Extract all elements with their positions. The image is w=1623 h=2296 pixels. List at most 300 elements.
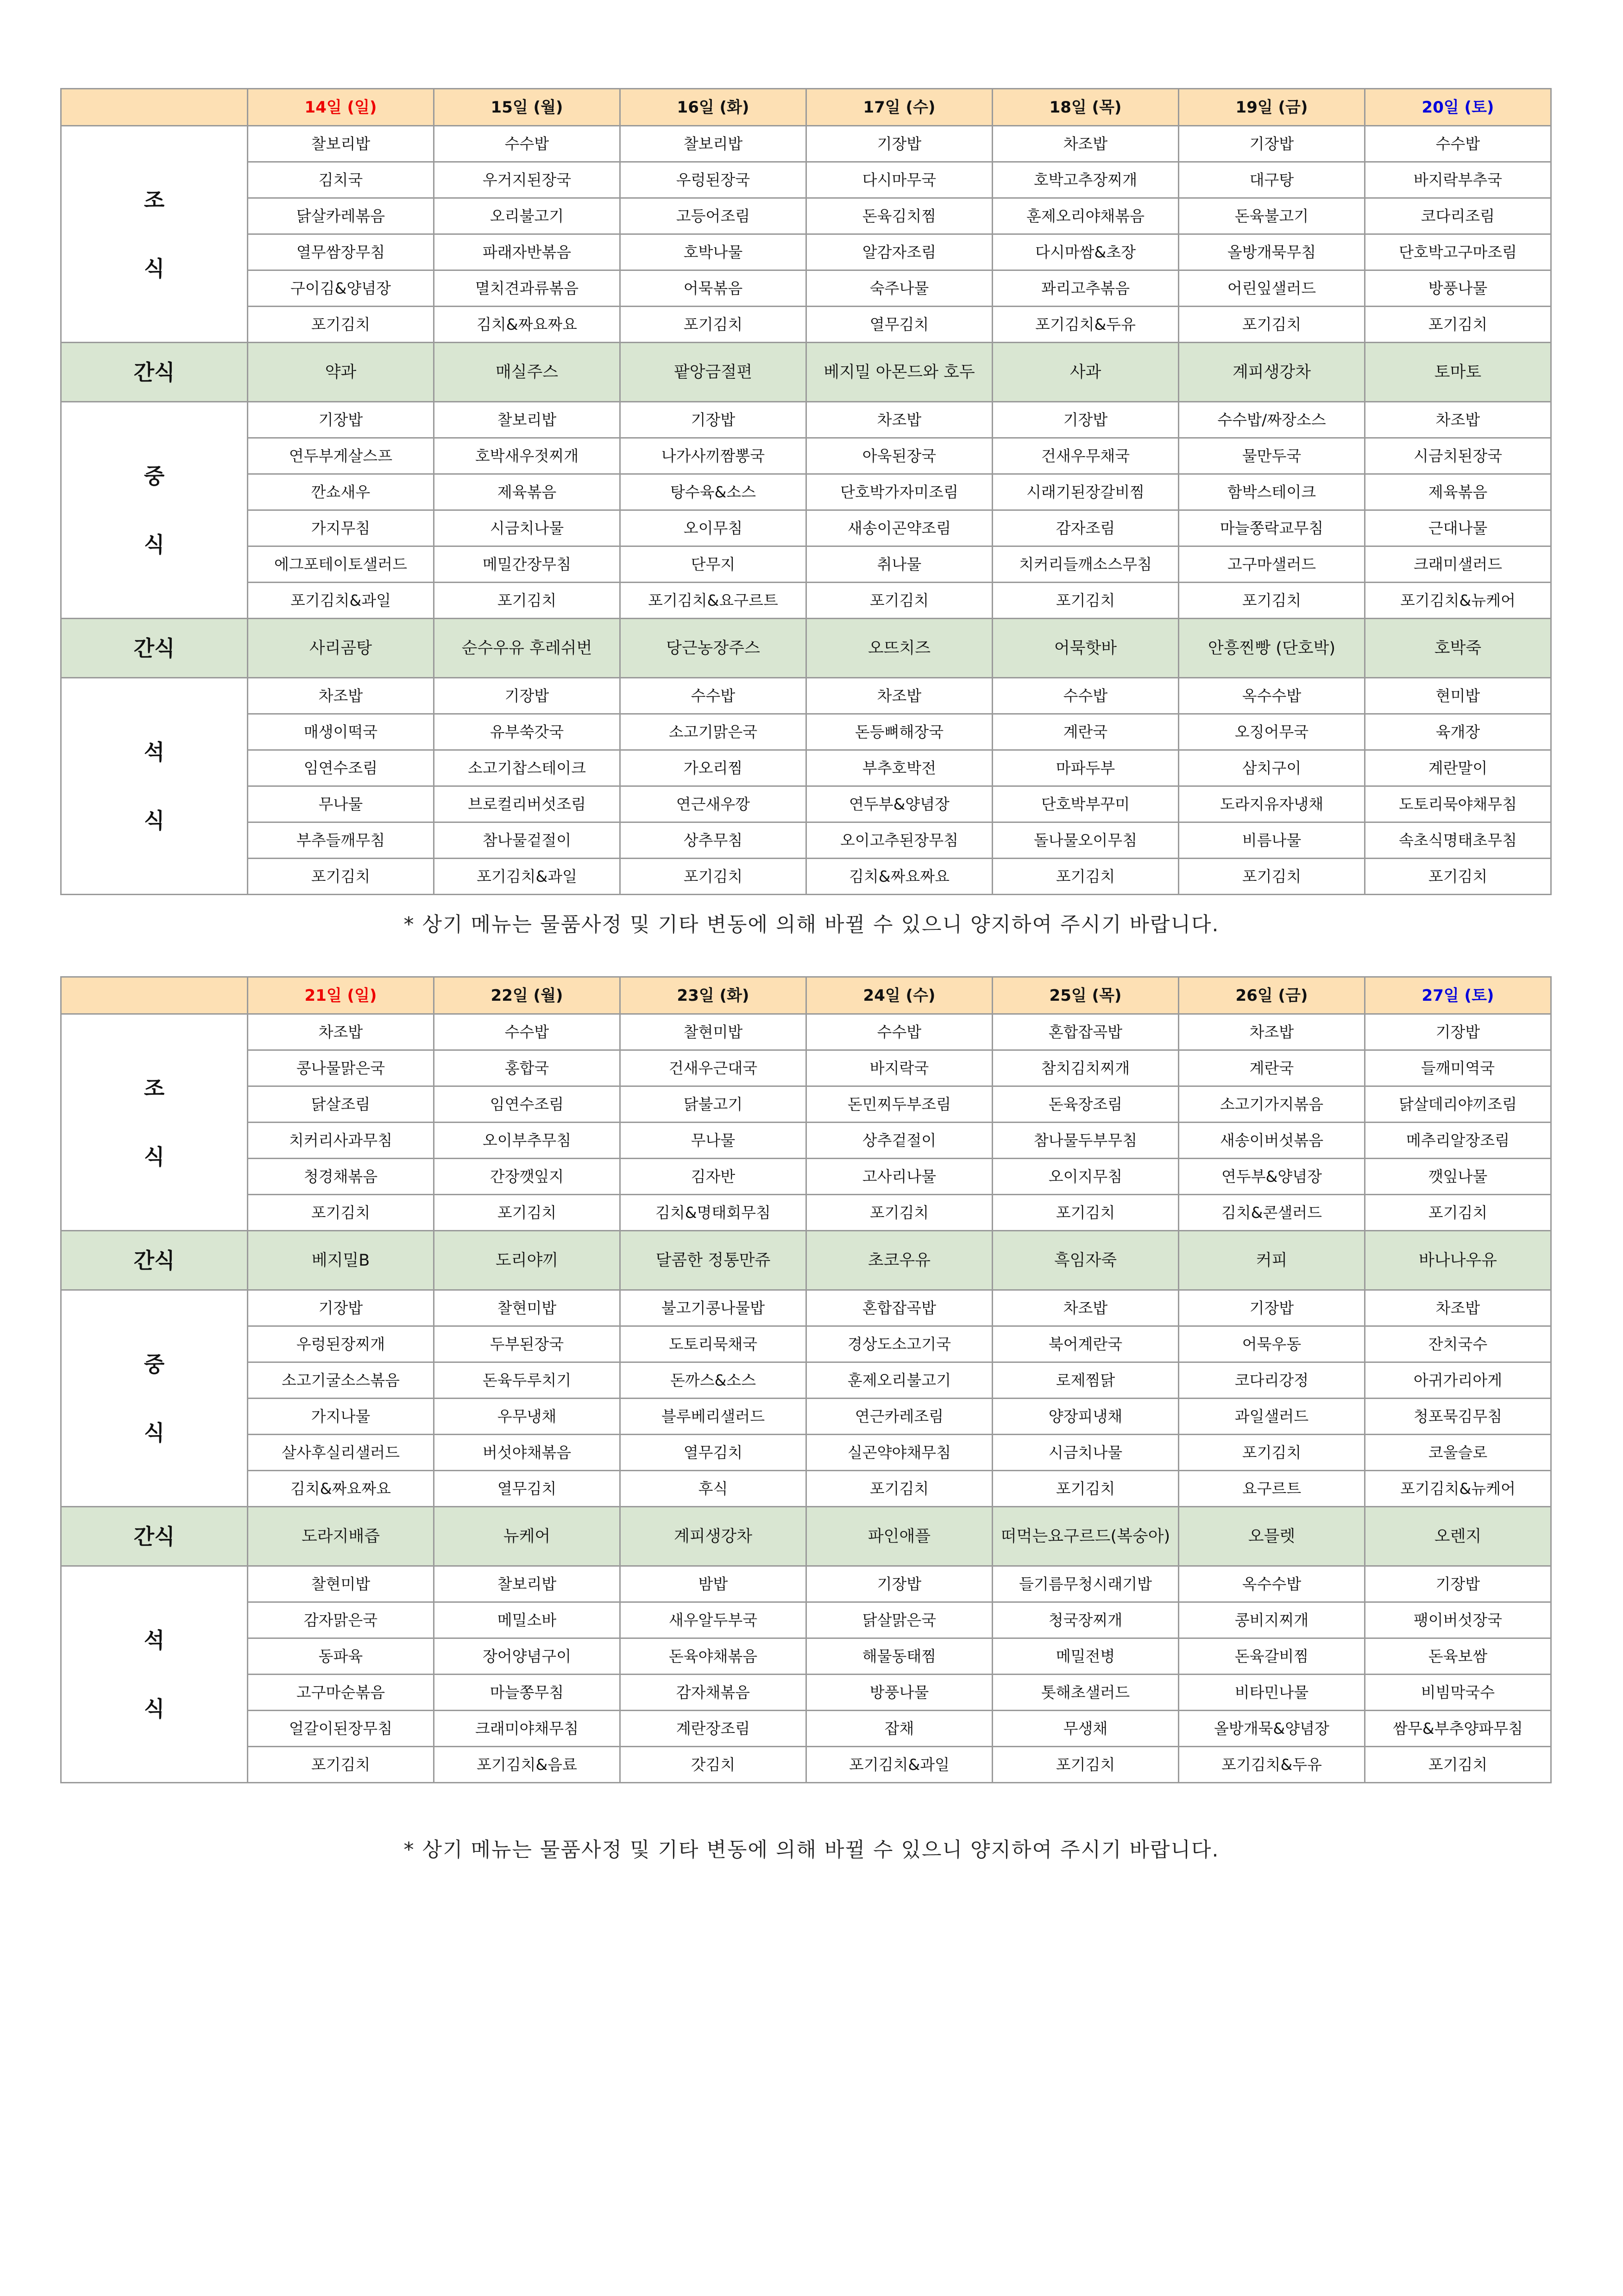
menu-item-cell: 과일샐러드: [1179, 1399, 1365, 1435]
dinner-label-char: 식: [144, 808, 165, 833]
menu-item-cell: 포기김치&과일: [806, 1747, 993, 1783]
menu-item-cell: 돌나물오이무침: [993, 822, 1179, 859]
breakfast-row: [61, 1050, 1551, 1086]
menu-item-cell: 메밀전병: [993, 1638, 1179, 1675]
menu-item-cell: 바지락부추국: [1365, 162, 1551, 198]
menu-item-cell: 포기김치: [1179, 307, 1365, 343]
menu-item-cell: 단호박가자미조림: [806, 474, 993, 510]
snack-item-cell: 초코우유: [806, 1231, 993, 1290]
snack1-row: [61, 1231, 1551, 1290]
menu-item-cell: 고등어조림: [620, 198, 806, 234]
menu-item-cell: 브로컬리버섯조림: [434, 786, 620, 822]
snack-item-cell: 계피생강차: [620, 1507, 806, 1566]
menu-item-cell: 찰보리밥: [434, 402, 620, 438]
menu-item-cell: 장어양념구이: [434, 1638, 620, 1675]
menu-item-cell: 구이김&양념장: [248, 270, 434, 307]
menu-item-cell: 닭살카레볶음: [248, 198, 434, 234]
menu-item-cell: 유부쑥갓국: [434, 714, 620, 750]
menu-item-cell: 들기름무청시래기밥: [993, 1566, 1179, 1602]
menu-item-cell: 기장밥: [1365, 1566, 1551, 1602]
snack-item-cell: 당근농장주스: [620, 619, 806, 678]
menu-item-cell: 연두부&양념장: [806, 786, 993, 822]
menu-item-cell: 어린잎샐러드: [1179, 270, 1365, 307]
dinner-row: [61, 1602, 1551, 1638]
menu-item-cell: 에그포테이토샐러드: [248, 546, 434, 583]
dinner-label-cell: [61, 1566, 248, 1783]
menu-item-cell: 포기김치&두유: [993, 307, 1179, 343]
dinner-row: [61, 1566, 1551, 1602]
menu-item-cell: 단무지: [620, 546, 806, 583]
menu-item-cell: 불고기콩나물밥: [620, 1290, 806, 1326]
menu-item-cell: 소고기가지볶음: [1179, 1086, 1365, 1123]
menu-item-cell: 김치&짜요짜요: [248, 1471, 434, 1507]
lunch-row: [61, 438, 1551, 474]
menu-item-cell: 차조밥: [1365, 1290, 1551, 1326]
menu-item-cell: 두부된장국: [434, 1326, 620, 1362]
menu-item-cell: 수수밥: [806, 1014, 993, 1050]
day-header-cell: 27일 (토): [1365, 977, 1551, 1014]
dinner-row: [61, 822, 1551, 859]
menu-item-cell: 잡채: [806, 1711, 993, 1747]
menu-item-cell: 기장밥: [248, 1290, 434, 1326]
menu-item-cell: 어묵볶음: [620, 270, 806, 307]
dinner-row: [61, 859, 1551, 895]
menu-item-cell: 새우알두부국: [620, 1602, 806, 1638]
menu-item-cell: 오이고추된장무침: [806, 822, 993, 859]
menu-item-cell: 고사리나물: [806, 1159, 993, 1195]
menu-item-cell: 도토리묵채국: [620, 1326, 806, 1362]
day-header-cell: 23일 (화): [620, 977, 806, 1014]
menu-item-cell: 오징어무국: [1179, 714, 1365, 750]
breakfast-row: [61, 307, 1551, 343]
menu-item-cell: 오리불고기: [434, 198, 620, 234]
snack2-row: [61, 1507, 1551, 1566]
breakfast-label-char: 조: [144, 187, 165, 213]
menu-item-cell: 포기김치: [620, 859, 806, 895]
menu-item-cell: 김치&짜요짜요: [434, 307, 620, 343]
lunch-row: [61, 1362, 1551, 1399]
snack-item-cell: 사과: [993, 343, 1179, 402]
menu-table-week-2: [60, 976, 1552, 1783]
menu-item-cell: 밤밥: [620, 1566, 806, 1602]
menu-item-cell: 매생이떡국: [248, 714, 434, 750]
menu-item-cell: 대구탕: [1179, 162, 1365, 198]
dinner-label-cell: [61, 678, 248, 895]
menu-item-cell: 비름나물: [1179, 822, 1365, 859]
menu-item-cell: 포기김치: [1179, 1435, 1365, 1471]
menu-item-cell: 호박나물: [620, 234, 806, 270]
menu-item-cell: 톳해초샐러드: [993, 1675, 1179, 1711]
menu-item-cell: 무생채: [993, 1711, 1179, 1747]
menu-table-week-1: [60, 88, 1552, 895]
menu-item-cell: 꽈리고추볶음: [993, 270, 1179, 307]
menu-item-cell: 수수밥: [434, 1014, 620, 1050]
menu-item-cell: 비타민나물: [1179, 1675, 1365, 1711]
menu-item-cell: 포기김치: [620, 307, 806, 343]
menu-item-cell: 돈육보쌈: [1365, 1638, 1551, 1675]
menu-item-cell: 임연수조림: [248, 750, 434, 786]
menu-item-cell: 찰현미밥: [248, 1566, 434, 1602]
day-header-cell: 26일 (금): [1179, 977, 1365, 1014]
menu-item-cell: 오이부추무침: [434, 1123, 620, 1159]
menu-item-cell: 도라지유자냉채: [1179, 786, 1365, 822]
snack-item-cell: 안흥찐빵 (단호박): [1179, 619, 1365, 678]
menu-item-cell: 연근새우깡: [620, 786, 806, 822]
menu-item-cell: 코다리조림: [1365, 198, 1551, 234]
snack-item-cell: 베지밀 아몬드와 호두: [806, 343, 993, 402]
menu-item-cell: 포기김치: [806, 583, 993, 619]
menu-item-cell: 수수밥: [1365, 126, 1551, 162]
menu-item-cell: 부추호박전: [806, 750, 993, 786]
menu-item-cell: 포기김치&음료: [434, 1747, 620, 1783]
menu-item-cell: 오이지무침: [993, 1159, 1179, 1195]
snack-item-cell: 팥앙금절편: [620, 343, 806, 402]
menu-item-cell: 콩나물맑은국: [248, 1050, 434, 1086]
menu-item-cell: 시금치나물: [434, 510, 620, 546]
menu-item-cell: 포기김치&두유: [1179, 1747, 1365, 1783]
menu-item-cell: 포기김치: [993, 1471, 1179, 1507]
lunch-row: [61, 546, 1551, 583]
snack-label-cell: 간식: [61, 343, 248, 402]
menu-item-cell: 참치김치찌개: [993, 1050, 1179, 1086]
lunch-row: [61, 583, 1551, 619]
menu-item-cell: 우무냉채: [434, 1399, 620, 1435]
menu-item-cell: 얼갈이된장무침: [248, 1711, 434, 1747]
snack2-row: [61, 619, 1551, 678]
menu-item-cell: 기장밥: [806, 126, 993, 162]
breakfast-row: [61, 1195, 1551, 1231]
menu-item-cell: 나가사끼짬뽕국: [620, 438, 806, 474]
dinner-row: [61, 678, 1551, 714]
menu-item-cell: 가지나물: [248, 1399, 434, 1435]
snack-item-cell: 오믈렛: [1179, 1507, 1365, 1566]
dinner-row: [61, 1675, 1551, 1711]
snack-item-cell: 오렌지: [1365, 1507, 1551, 1566]
snack-item-cell: 오뜨치즈: [806, 619, 993, 678]
menu-item-cell: 연두부게살스프: [248, 438, 434, 474]
dinner-row: [61, 1711, 1551, 1747]
menu-item-cell: 포기김치: [1365, 859, 1551, 895]
menu-item-cell: 해물동태찜: [806, 1638, 993, 1675]
menu-item-cell: 아욱된장국: [806, 438, 993, 474]
menu-item-cell: 가오리찜: [620, 750, 806, 786]
lunch-row: [61, 1471, 1551, 1507]
breakfast-row: [61, 1086, 1551, 1123]
lunch-row: [61, 1326, 1551, 1362]
menu-item-cell: 크래미야채무침: [434, 1711, 620, 1747]
menu-item-cell: 포기김치: [434, 1195, 620, 1231]
menu-item-cell: 현미밥: [1365, 678, 1551, 714]
snack-item-cell: 토마토: [1365, 343, 1551, 402]
day-header-cell: 17일 (수): [806, 89, 993, 126]
snack-item-cell: 약과: [248, 343, 434, 402]
menu-item-cell: 콩비지찌개: [1179, 1602, 1365, 1638]
lunch-label-char: 중: [144, 1351, 165, 1377]
lunch-row: [61, 1399, 1551, 1435]
menu-item-cell: 포기김치: [1365, 1195, 1551, 1231]
snack-item-cell: 순수우유 후레쉬번: [434, 619, 620, 678]
breakfast-label-char: 식: [144, 1144, 165, 1169]
lunch-row: [61, 1435, 1551, 1471]
lunch-row: [61, 474, 1551, 510]
menu-item-cell: 도토리묵야채무침: [1365, 786, 1551, 822]
day-header-cell: 24일 (수): [806, 977, 993, 1014]
menu-item-cell: 고구마순볶음: [248, 1675, 434, 1711]
menu-item-cell: 청경채볶음: [248, 1159, 434, 1195]
menu-item-cell: 참나물겉절이: [434, 822, 620, 859]
menu-item-cell: 제육볶음: [1365, 474, 1551, 510]
day-header-cell: 15일 (월): [434, 89, 620, 126]
breakfast-row: [61, 126, 1551, 162]
menu-item-cell: 메밀소바: [434, 1602, 620, 1638]
snack-label-cell: 간식: [61, 1231, 248, 1290]
dinner-row: [61, 1638, 1551, 1675]
menu-item-cell: 열무김치: [434, 1471, 620, 1507]
menu-item-cell: 연두부&양념장: [1179, 1159, 1365, 1195]
menu-item-cell: 훈제오리불고기: [806, 1362, 993, 1399]
menu-item-cell: 간장깻잎지: [434, 1159, 620, 1195]
menu-item-cell: 건새우무채국: [993, 438, 1179, 474]
menu-item-cell: 파래자반볶음: [434, 234, 620, 270]
menu-item-cell: 기장밥: [993, 402, 1179, 438]
menu-item-cell: 찰보리밥: [620, 126, 806, 162]
lunch-row: [61, 402, 1551, 438]
menu-item-cell: 닭불고기: [620, 1086, 806, 1123]
snack-item-cell: 흑임자죽: [993, 1231, 1179, 1290]
menu-item-cell: 기장밥: [434, 678, 620, 714]
menu-item-cell: 제육볶음: [434, 474, 620, 510]
menu-item-cell: 열무김치: [620, 1435, 806, 1471]
menu-item-cell: 새송이버섯볶음: [1179, 1123, 1365, 1159]
day-header-cell: 19일 (금): [1179, 89, 1365, 126]
lunch-row: [61, 510, 1551, 546]
menu-item-cell: 다시마쌈&초장: [993, 234, 1179, 270]
menu-item-cell: 소고기찹스테이크: [434, 750, 620, 786]
menu-item-cell: 상추겉절이: [806, 1123, 993, 1159]
menu-item-cell: 포기김치: [1179, 583, 1365, 619]
menu-item-cell: 포기김치&과일: [434, 859, 620, 895]
menu-item-cell: 오이무침: [620, 510, 806, 546]
menu-item-cell: 시래기된장갈비찜: [993, 474, 1179, 510]
menu-item-cell: 포기김치: [248, 307, 434, 343]
notice-text-1: * 상기 메뉴는 물품사정 및 기타 변동에 의해 바뀔 수 있으니 양지하여 주시기 바랍니다.: [403, 913, 1220, 936]
menu-item-cell: 차조밥: [248, 678, 434, 714]
day-header-row: [61, 89, 1551, 126]
menu-item-cell: 시금치된장국: [1365, 438, 1551, 474]
snack-item-cell: 호박죽: [1365, 619, 1551, 678]
menu-item-cell: 소고기굴소스볶음: [248, 1362, 434, 1399]
menu-item-cell: 들깨미역국: [1365, 1050, 1551, 1086]
menu-item-cell: 계란말이: [1365, 750, 1551, 786]
menu-item-cell: 소고기맑은국: [620, 714, 806, 750]
menu-item-cell: 속초식명태초무침: [1365, 822, 1551, 859]
snack-item-cell: 어묵핫바: [993, 619, 1179, 678]
dinner-label-char: 석: [144, 1627, 165, 1653]
menu-item-cell: 갓김치: [620, 1747, 806, 1783]
snack-item-cell: 커피: [1179, 1231, 1365, 1290]
menu-item-cell: 김자반: [620, 1159, 806, 1195]
dinner-label-char: 석: [144, 739, 165, 765]
dinner-row: [61, 786, 1551, 822]
breakfast-label-char: 조: [144, 1075, 165, 1101]
menu-item-cell: 닭살조림: [248, 1086, 434, 1123]
menu-item-cell: 가지무침: [248, 510, 434, 546]
menu-item-cell: 계란국: [1179, 1050, 1365, 1086]
menu-item-cell: 김치&명태회무침: [620, 1195, 806, 1231]
breakfast-label-char: 식: [144, 256, 165, 281]
menu-item-cell: 포기김치: [993, 1195, 1179, 1231]
menu-item-cell: 마늘쫑무침: [434, 1675, 620, 1711]
menu-item-cell: 블루베리샐러드: [620, 1399, 806, 1435]
day-header-cell: 14일 (일): [248, 89, 434, 126]
menu-item-cell: 삼치구이: [1179, 750, 1365, 786]
menu-item-cell: 실곤약야채무침: [806, 1435, 993, 1471]
snack1-row: [61, 343, 1551, 402]
menu-item-cell: 로제찜닭: [993, 1362, 1179, 1399]
menu-item-cell: 취나물: [806, 546, 993, 583]
menu-item-cell: 옥수수밥: [1179, 678, 1365, 714]
menu-item-cell: 포기김치: [993, 583, 1179, 619]
menu-item-cell: 우렁된장찌개: [248, 1326, 434, 1362]
menu-item-cell: 요구르트: [1179, 1471, 1365, 1507]
menu-item-cell: 돈육장조림: [993, 1086, 1179, 1123]
day-header-cell: 21일 (일): [248, 977, 434, 1014]
snack-item-cell: 바나나우유: [1365, 1231, 1551, 1290]
menu-item-cell: 메밀간장무침: [434, 546, 620, 583]
menu-item-cell: 차조밥: [993, 1290, 1179, 1326]
menu-item-cell: 감자채볶음: [620, 1675, 806, 1711]
menu-item-cell: 돈등뼈해장국: [806, 714, 993, 750]
lunch-label-char: 식: [144, 1420, 165, 1445]
menu-item-cell: 차조밥: [806, 402, 993, 438]
week-menu-2: [60, 976, 1552, 1783]
menu-item-cell: 어묵우동: [1179, 1326, 1365, 1362]
menu-item-cell: 무나물: [620, 1123, 806, 1159]
menu-item-cell: 기장밥: [1179, 1290, 1365, 1326]
menu-item-cell: 버섯야채볶음: [434, 1435, 620, 1471]
menu-item-cell: 숙주나물: [806, 270, 993, 307]
menu-item-cell: 포기김치&뉴케어: [1365, 1471, 1551, 1507]
day-header-cell: 16일 (화): [620, 89, 806, 126]
lunch-label-char: 중: [144, 463, 165, 489]
breakfast-row: [61, 1159, 1551, 1195]
breakfast-row: [61, 234, 1551, 270]
lunch-row: [61, 1290, 1551, 1326]
menu-item-cell: 찰보리밥: [248, 126, 434, 162]
menu-item-cell: 옥수수밥: [1179, 1566, 1365, 1602]
header-corner-cell: [61, 977, 248, 1014]
menu-item-cell: 무나물: [248, 786, 434, 822]
menu-item-cell: 돈육김치찜: [806, 198, 993, 234]
menu-item-cell: 임연수조림: [434, 1086, 620, 1123]
menu-item-cell: 연근카레조림: [806, 1399, 993, 1435]
breakfast-row: [61, 162, 1551, 198]
menu-item-cell: 차조밥: [1365, 402, 1551, 438]
menu-item-cell: 올방개묵&양념장: [1179, 1711, 1365, 1747]
menu-item-cell: 마늘쫑락교무침: [1179, 510, 1365, 546]
snack-item-cell: 파인애플: [806, 1507, 993, 1566]
menu-item-cell: 깻잎나물: [1365, 1159, 1551, 1195]
menu-item-cell: 알감자조림: [806, 234, 993, 270]
menu-item-cell: 홍합국: [434, 1050, 620, 1086]
menu-item-cell: 찰현미밥: [434, 1290, 620, 1326]
menu-item-cell: 기장밥: [1179, 126, 1365, 162]
day-header-cell: 25일 (목): [993, 977, 1179, 1014]
snack-label-cell: 간식: [61, 619, 248, 678]
snack-item-cell: 뉴케어: [434, 1507, 620, 1566]
menu-item-cell: 북어계란국: [993, 1326, 1179, 1362]
menu-item-cell: 닭살데리야끼조림: [1365, 1086, 1551, 1123]
menu-item-cell: 수수밥: [434, 126, 620, 162]
menu-item-cell: 치커리사과무침: [248, 1123, 434, 1159]
menu-item-cell: 다시마무국: [806, 162, 993, 198]
menu-item-cell: 마파두부: [993, 750, 1179, 786]
breakfast-row: [61, 1123, 1551, 1159]
lunch-label-char: 식: [144, 532, 165, 557]
menu-item-cell: 차조밥: [993, 126, 1179, 162]
menu-item-cell: 잔치국수: [1365, 1326, 1551, 1362]
snack-item-cell: 도라지배즙: [248, 1507, 434, 1566]
menu-item-cell: 육개장: [1365, 714, 1551, 750]
menu-item-cell: 새송이곤약조림: [806, 510, 993, 546]
menu-item-cell: 김치국: [248, 162, 434, 198]
menu-item-cell: 혼합잡곡밥: [993, 1014, 1179, 1050]
menu-item-cell: 포기김치: [1365, 307, 1551, 343]
menu-item-cell: 돈까스&소스: [620, 1362, 806, 1399]
snack-item-cell: 달콤한 정통만쥬: [620, 1231, 806, 1290]
menu-item-cell: 호박고추장찌개: [993, 162, 1179, 198]
menu-item-cell: 포기김치: [806, 1195, 993, 1231]
menu-item-cell: 물만두국: [1179, 438, 1365, 474]
menu-item-cell: 찰보리밥: [434, 1566, 620, 1602]
menu-item-cell: 우렁된장국: [620, 162, 806, 198]
menu-item-cell: 포기김치: [993, 1747, 1179, 1783]
menu-item-cell: 깐쇼새우: [248, 474, 434, 510]
snack-item-cell: 계피생강차: [1179, 343, 1365, 402]
menu-item-cell: 돈민찌두부조림: [806, 1086, 993, 1123]
menu-item-cell: 닭살맑은국: [806, 1602, 993, 1638]
menu-item-cell: 멸치견과류볶음: [434, 270, 620, 307]
snack-item-cell: 사리곰탕: [248, 619, 434, 678]
menu-item-cell: 동파육: [248, 1638, 434, 1675]
notice-text-2: * 상기 메뉴는 물품사정 및 기타 변동에 의해 바뀔 수 있으니 양지하여 주시기 바랍니다.: [403, 1838, 1220, 1862]
menu-item-cell: 팽이버섯장국: [1365, 1602, 1551, 1638]
menu-item-cell: 기장밥: [1365, 1014, 1551, 1050]
menu-item-cell: 참나물두부무침: [993, 1123, 1179, 1159]
menu-item-cell: 포기김치: [806, 1471, 993, 1507]
menu-item-cell: 수수밥/짜장소스: [1179, 402, 1365, 438]
menu-item-cell: 포기김치: [434, 583, 620, 619]
day-header-cell: 18일 (목): [993, 89, 1179, 126]
menu-item-cell: 돈육야채볶음: [620, 1638, 806, 1675]
breakfast-row: [61, 270, 1551, 307]
menu-item-cell: 포기김치: [248, 1747, 434, 1783]
menu-item-cell: 차조밥: [1179, 1014, 1365, 1050]
menu-item-cell: 호박새우젓찌개: [434, 438, 620, 474]
menu-item-cell: 바지락국: [806, 1050, 993, 1086]
menu-item-cell: 열무쌈장무침: [248, 234, 434, 270]
menu-item-cell: 상추무침: [620, 822, 806, 859]
breakfast-label-cell: [61, 126, 248, 343]
lunch-label-cell: [61, 402, 248, 619]
menu-item-cell: 포기김치&과일: [248, 583, 434, 619]
header-corner-cell: [61, 89, 248, 126]
menu-item-cell: 훈제오리야채볶음: [993, 198, 1179, 234]
menu-item-cell: 경상도소고기국: [806, 1326, 993, 1362]
menu-item-cell: 수수밥: [620, 678, 806, 714]
menu-item-cell: 포기김치: [1365, 1747, 1551, 1783]
snack-item-cell: 베지밀B: [248, 1231, 434, 1290]
